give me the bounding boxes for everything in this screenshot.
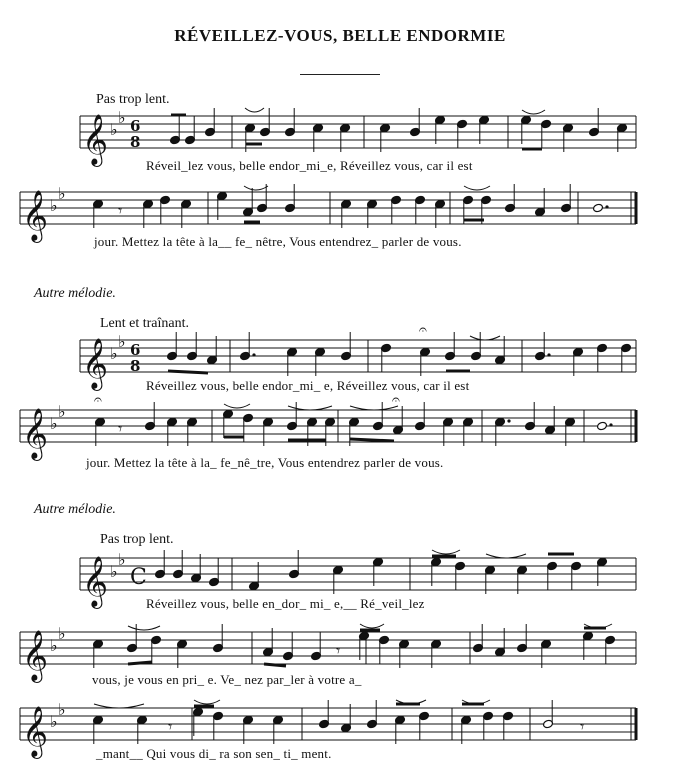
variant-label-2: Autre mélodie. [34, 502, 116, 517]
time-signature: 8 [130, 133, 141, 151]
lyrics-line-2-1: Réveillez vous, belle endor_mi_ e, Réveillez vous, car il est [146, 378, 470, 393]
slur [432, 550, 460, 554]
slur [94, 704, 144, 708]
slur [350, 406, 398, 410]
fermata: 𝄐 [419, 322, 427, 338]
dot [609, 423, 612, 426]
slur [288, 406, 332, 410]
flat-sign: ♭ [118, 108, 126, 127]
fermata: 𝄐 [392, 392, 400, 408]
treble-clef: 𝄞 [22, 630, 49, 681]
flat-sign: ♭ [50, 414, 58, 433]
treble-clef: 𝄞 [82, 556, 109, 607]
slur [464, 186, 490, 190]
treble-clef: 𝄞 [22, 706, 49, 757]
lyrics-line-3-2: vous, je vous en pri_ e. Ve_ nez par_ler à votre a_ [92, 672, 362, 687]
song-title: RÉVEILLEZ-VOUS, BELLE ENDORMIE [174, 26, 506, 45]
flat-sign: ♭ [110, 120, 118, 139]
flat-sign: ♭ [58, 402, 66, 421]
flat-sign: ♭ [118, 332, 126, 351]
flat-sign: ♭ [118, 550, 126, 569]
fermata: 𝄐 [94, 392, 102, 408]
dot [547, 353, 550, 356]
beam [168, 371, 208, 373]
variant-label-1: Autre mélodie. [34, 286, 116, 301]
time-signature: 8 [130, 357, 141, 375]
lyrics-line-1-2: jour. Mettez la tête à la__ fe_ nêtre, Vous entendrez_ parler de vous. [94, 234, 462, 249]
note-head [597, 421, 608, 431]
dot [605, 205, 608, 208]
lyrics-line-3-1: Réveillez vous, belle en_dor_ mi_ e,__ Ré_veil_lez [146, 596, 425, 611]
lyrics-line-1-1: Réveil_lez vous, belle endor_mi_e, Réveillez vous, car il est [146, 158, 473, 173]
rest: 𝄾 [580, 717, 585, 736]
treble-clef: 𝄞 [82, 114, 109, 165]
rest: 𝄾 [168, 717, 173, 736]
slur [245, 108, 264, 112]
treble-clef: 𝄞 [22, 190, 49, 241]
slur [522, 110, 545, 114]
rest: 𝄾 [118, 419, 123, 438]
lyrics-line-3-3: _mant__ Qui vous di_ ra son sen_ ti_ ment. [96, 746, 332, 761]
treble-clef: 𝄞 [82, 338, 109, 389]
beam [350, 439, 394, 441]
dot [252, 353, 255, 356]
flat-sign: ♭ [58, 184, 66, 203]
beam [128, 662, 152, 664]
slur [244, 186, 268, 190]
slur [224, 404, 250, 408]
tempo-marking-2: Lent et traînant. [100, 316, 190, 331]
flat-sign: ♭ [50, 196, 58, 215]
dot [507, 419, 510, 422]
flat-sign: ♭ [110, 344, 118, 363]
slur [470, 336, 500, 340]
time-signature: C [130, 565, 147, 590]
rest: 𝄾 [118, 201, 123, 220]
treble-clef: 𝄞 [22, 408, 49, 459]
slur [194, 700, 220, 704]
beam [264, 664, 286, 666]
slur [360, 624, 384, 628]
slur [486, 554, 526, 558]
slur [128, 626, 160, 630]
flat-sign: ♭ [58, 624, 66, 643]
note-head [593, 203, 604, 213]
tempo-marking-1: Pas trop lent. [96, 92, 170, 107]
flat-sign: ♭ [58, 700, 66, 719]
lyrics-line-2-2: jour. Mettez la tête à la_ fe_nê_tre, Vous entendrez parler de vous. [86, 455, 444, 470]
rest: 𝄾 [336, 641, 341, 660]
time-signature: 6 [130, 117, 141, 135]
tempo-marking-3: Pas trop lent. [100, 532, 174, 547]
time-signature: 6 [130, 341, 141, 359]
flat-sign: ♭ [50, 712, 58, 731]
flat-sign: ♭ [110, 562, 118, 581]
flat-sign: ♭ [50, 636, 58, 655]
